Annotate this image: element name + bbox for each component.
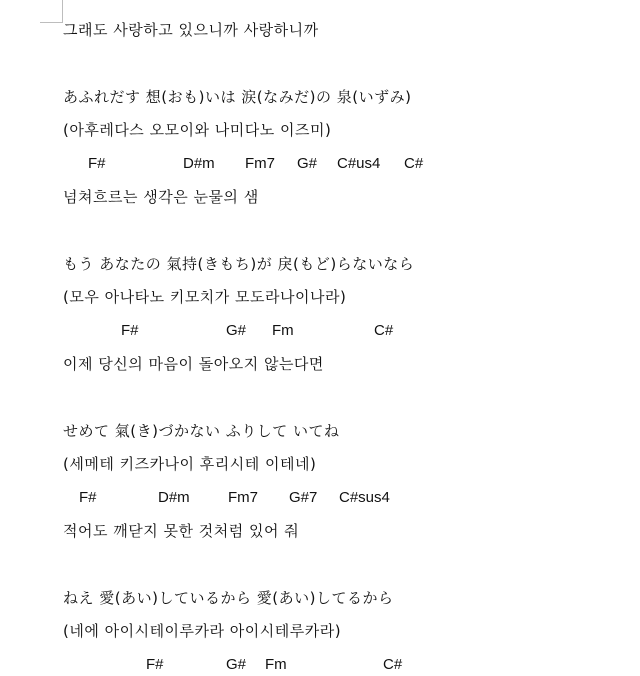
lyric-korean-line: 적어도 깨닫지 못한 것처럼 있어 줘 — [63, 522, 300, 540]
chord-label: G# — [226, 322, 247, 339]
chord-label: C#us4 — [337, 155, 381, 172]
chord-label: Fm7 — [228, 489, 258, 506]
margin-corner-mark — [40, 0, 63, 23]
chord-label: C#sus4 — [339, 489, 390, 506]
chord-label: F# — [79, 489, 97, 506]
chord-label: F# — [146, 656, 164, 673]
chord-label: F# — [88, 155, 106, 172]
chord-label: G#7 — [289, 489, 318, 506]
lyric-japanese-line: せめて 氣(き)づかない ふりして いてね — [63, 422, 340, 440]
chord-label: D#m — [158, 489, 190, 506]
lyric-korean-line: 이제 당신의 마음이 돌아오지 않는다면 — [63, 355, 324, 373]
chord-label: F# — [121, 322, 139, 339]
chord-label: Fm7 — [245, 155, 275, 172]
lyric-pronunciation-line: (네에 아이시테이루카라 아이시테루카라) — [63, 622, 342, 640]
chord-label: C# — [374, 322, 394, 339]
lyric-pronunciation-line: (세메테 키즈카나이 후리시테 이테네) — [63, 455, 317, 473]
chord-label: C# — [383, 656, 403, 673]
lyric-pronunciation-line: (모우 아나타노 키모치가 모도라나이나라) — [63, 288, 347, 306]
chord-label: G# — [297, 155, 318, 172]
chord-label: G# — [226, 656, 247, 673]
lyric-japanese-line: もう あなたの 氣持(きもち)が 戾(もど)らないなら — [63, 255, 415, 273]
chord-label: D#m — [183, 155, 215, 172]
lyric-japanese-line: あふれだす 想(おも)いは 涙(なみだ)の 泉(いずみ) — [63, 88, 412, 106]
lyric-korean-line: 넘쳐흐르는 생각은 눈물의 샘 — [63, 188, 259, 206]
chord-label: Fm — [272, 322, 294, 339]
lyric-pronunciation-line: (아후레다스 오모이와 나미다노 이즈미) — [63, 121, 332, 139]
lyric-korean-line: 그래도 사랑하고 있으니까 사랑하니까 — [63, 21, 319, 39]
chord-label: C# — [404, 155, 424, 172]
chord-label: Fm — [265, 656, 287, 673]
lyric-japanese-line: ねえ 愛(あい)しているから 愛(あい)してるから — [63, 589, 394, 607]
